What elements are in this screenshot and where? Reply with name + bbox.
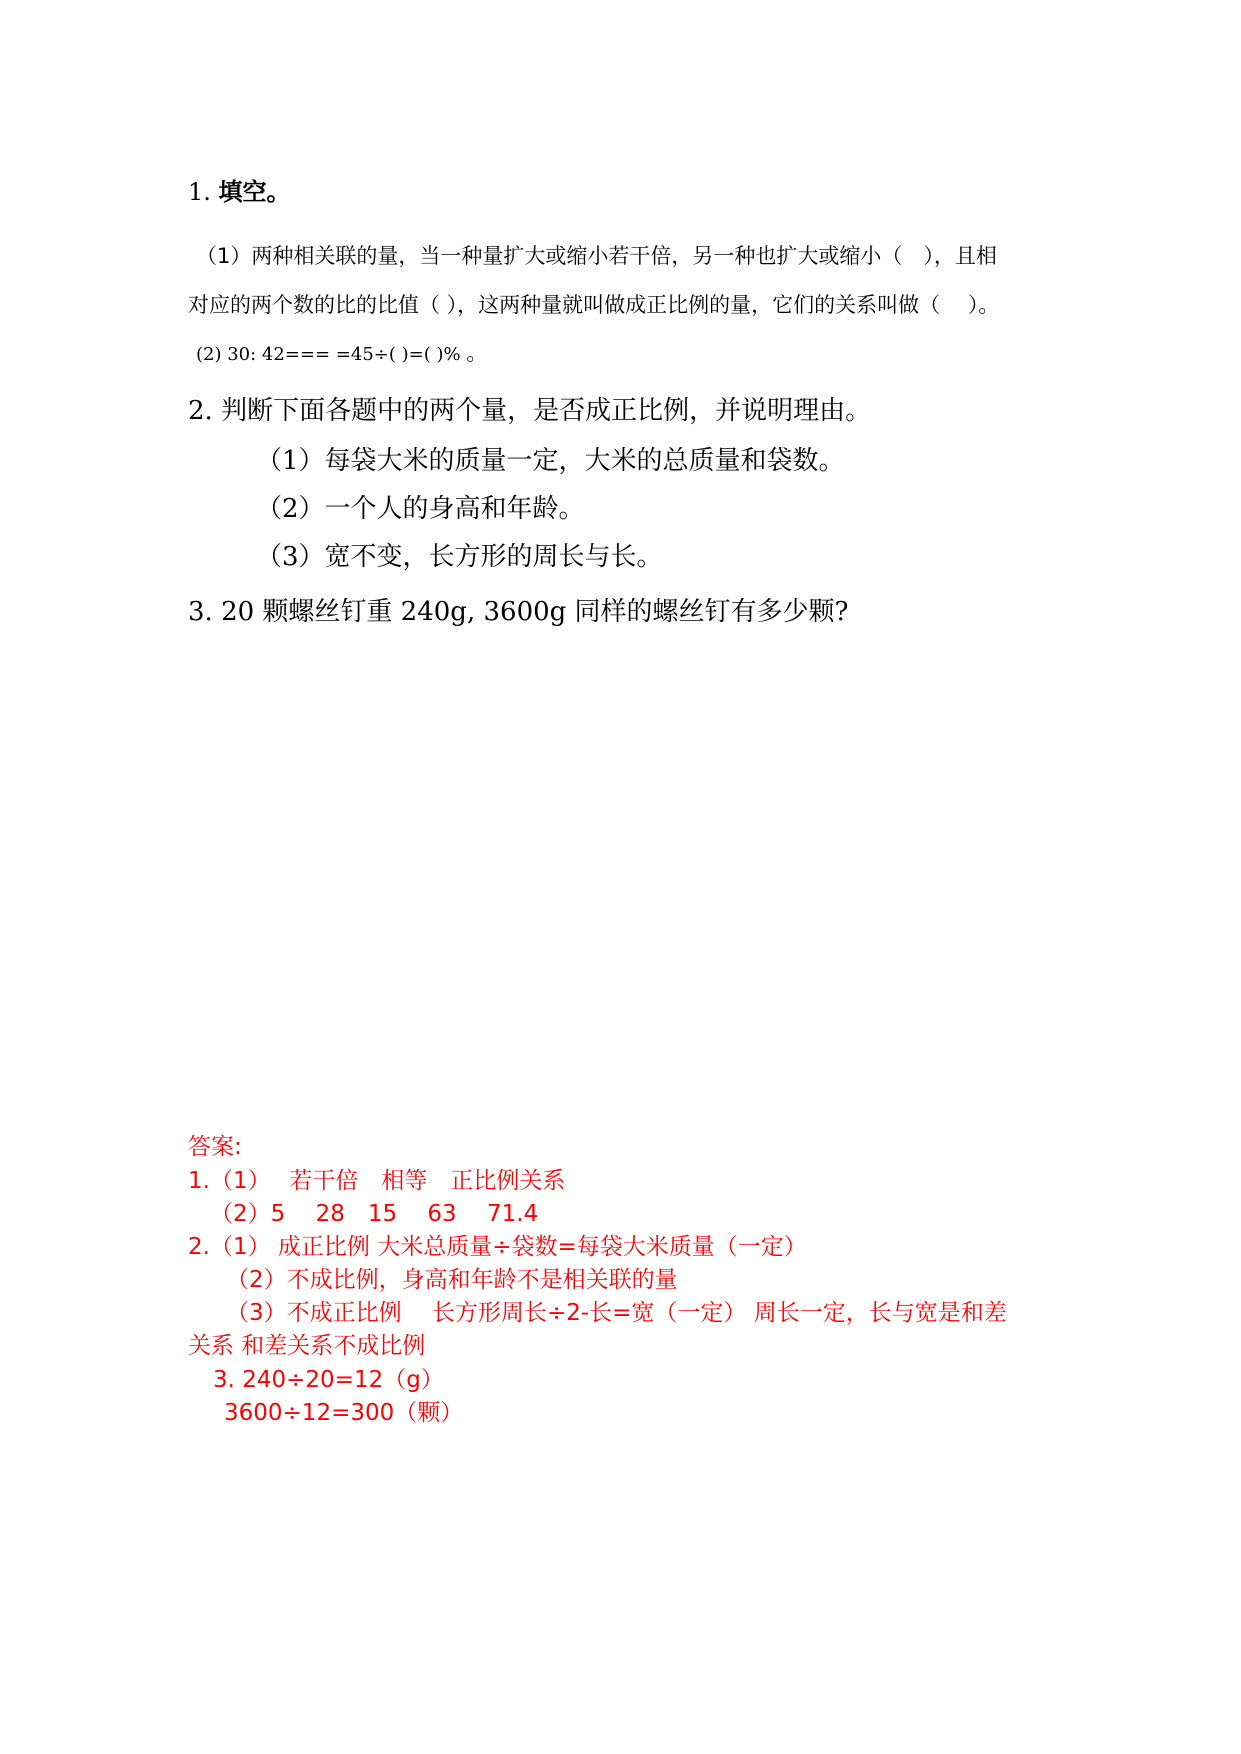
answer-2-part-3: （3）不成正比例 长方形周长÷2-长=宽（一定） 周长一定，长与宽是和差 xyxy=(226,1300,1007,1326)
answer-3-step-2: 3600÷12=300（颗） xyxy=(224,1400,464,1426)
question-1-line-1: （1）两种相关联的量，当一种量扩大或缩小若干倍，另一种也扩大或缩小（ ），且相 xyxy=(196,244,997,268)
question-1-heading: 填空。 xyxy=(218,178,291,206)
question-1-line-3-period: 。 xyxy=(466,341,488,365)
answer-2-part-2: （2）不成比例，身高和年龄不是相关联的量 xyxy=(226,1267,678,1293)
question-1-line-3 xyxy=(196,337,487,367)
question-2-item-2: （2）一个人的身高和年龄。 xyxy=(256,494,585,524)
answer-2-part-3-continued: 关系 和差关系不成比例 xyxy=(188,1333,426,1359)
question-1-number: 1. xyxy=(188,178,211,206)
question-1-title xyxy=(188,172,291,207)
question-2-title: 2. 判断下面各题中的两个量，是否成正比例，并说明理由。 xyxy=(188,396,872,426)
answer-1-part-1: 1.（1） 若干倍 相等 正比例关系 xyxy=(188,1168,566,1194)
answer-2-part-1: 2.（1） 成正比例 大米总质量÷袋数=每袋大米质量（一定） xyxy=(188,1234,807,1260)
question-2-item-3: （3）宽不变，长方形的周长与长。 xyxy=(256,542,663,572)
answer-1-part-2: （2）5 28 15 63 71.4 xyxy=(210,1201,539,1227)
question-1-line-2: 对应的两个数的比的比值（ ），这两种量就叫做成正比例的量，它们的关系叫做（ ）。 xyxy=(188,293,1000,317)
answers-title: 答案: xyxy=(188,1134,242,1160)
question-2-item-1: （1）每袋大米的质量一定，大米的总质量和袋数。 xyxy=(256,446,845,476)
question-1-ratio-equation: (2) 30: 42=== =45÷( )=( )% xyxy=(196,344,461,365)
question-3: 3. 20 颗螺丝钉重 240g, 3600g 同样的螺丝钉有多少颗? xyxy=(188,597,849,627)
answer-3-step-1: 3. 240÷20=12（g） xyxy=(213,1367,444,1393)
